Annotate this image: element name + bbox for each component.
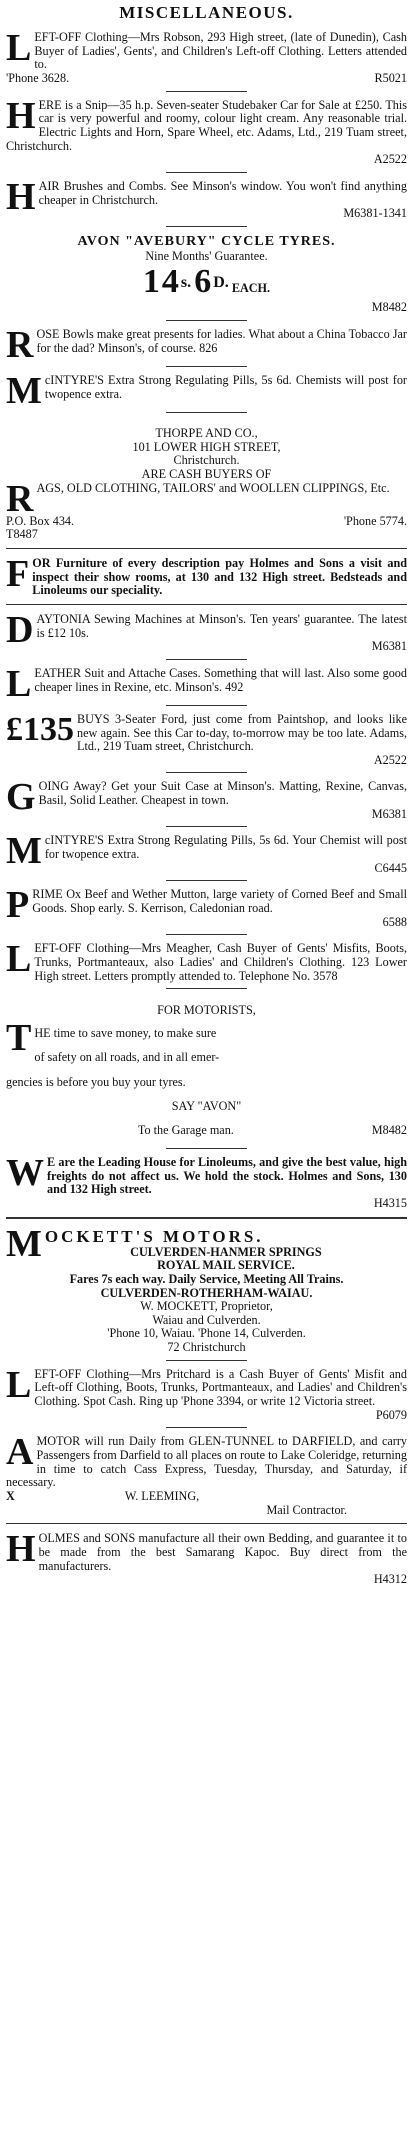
ad-signer: W. LEEMING, <box>124 1489 200 1504</box>
dropcap: M <box>6 369 42 412</box>
divider <box>166 934 246 935</box>
ad-line: HE time to save money, to make sure <box>34 1025 217 1040</box>
divider <box>6 1523 407 1524</box>
ad-mcintyre-pills <box>6 369 407 410</box>
divider <box>166 226 246 227</box>
ad-text: EATHER Suit and Attache Cases. Something that will last. Also some good cheaper lines in Rexine, etc. Minson's. 492 <box>34 665 407 694</box>
ad-holmes-bedding <box>6 1527 407 1590</box>
dropcap: L <box>6 27 32 70</box>
ad-ford <box>6 708 407 771</box>
ad-ref: M6381-1341 <box>343 206 407 221</box>
ad-text: OR Furniture of every description pay Holmes and Sons a visit and inspect their show rooms, at 130 and 132 High street. Bedsteads and Linoleums our speciality. <box>32 555 407 598</box>
dropcap: A <box>6 1431 34 1474</box>
ad-ref: A2522 <box>373 752 407 767</box>
ad-rose-bowls <box>6 323 407 364</box>
ad-text: OSE Bowls make great presents for ladies. What about a China Tobacco Jar for the dad? Minson's, of course. 826 <box>36 326 407 355</box>
ad-text: AYTONIA Sewing Machines at Minson's. Ten years' guarantee. The latest is £12 10s. <box>36 611 407 640</box>
ad-service: ROYAL MAIL SERVICE. <box>157 1258 295 1273</box>
ad-ref: H4312 <box>373 1572 407 1587</box>
ad-going-away <box>6 775 407 824</box>
ad-say-avon: SAY "AVON" <box>171 1099 242 1114</box>
divider <box>6 1217 407 1219</box>
ad-route-2: CULVERDEN-ROTHERHAM-WAIAU. <box>100 1285 313 1300</box>
ad-price: 14s. 6D. EACH. <box>142 263 271 301</box>
ad-ref: H4315 <box>373 1195 407 1210</box>
ad-text: ERE is a Snip—35 h.p. Seven-seater Studebaker Car for Sale at £250. This car is very powerful and roomy, colour light cream. Any reasonable trial. Electric Lights and Horn, Spare Wheel, etc. Adams, Ltd., 219 Tuam street, Christchurch. <box>6 97 407 153</box>
ad-text: AGS, OLD CLOTHING, TAILORS' and WOOLLEN CLIPPINGS, Etc. <box>36 480 390 495</box>
ad-text: RIME Ox Beef and Wether Mutton, large variety of Corned Beef and Small Goods. Shop early. S. Kerrison, Caledonian road. <box>32 887 407 916</box>
ad-city: Christchurch. <box>173 453 240 468</box>
ad-pritchard <box>6 1363 407 1426</box>
ad-ref: M6381 <box>371 639 407 654</box>
ad-hair-brushes <box>6 175 407 224</box>
ad-ref: C6445 <box>374 860 407 875</box>
dropcap: M <box>6 1222 42 1265</box>
ad-title: OCKETT'S MOTORS. <box>44 1226 264 1246</box>
ad-price: £135 <box>6 710 74 748</box>
ad-ref: P6079 <box>375 1407 407 1422</box>
dropcap: F <box>6 552 30 595</box>
ad-holmes-linoleums <box>6 1151 407 1214</box>
divider <box>6 548 407 549</box>
divider <box>166 705 246 706</box>
dropcap: H <box>6 175 36 218</box>
ad-meagher <box>6 937 407 986</box>
ad-daytonia <box>6 608 407 657</box>
divider <box>166 1148 246 1149</box>
divider <box>6 604 407 605</box>
dropcap: R <box>6 477 34 520</box>
ad-line: gencies is before you buy your tyres. <box>6 1074 186 1089</box>
dropcap: D <box>6 608 34 651</box>
ad-ref: M8482 <box>371 300 407 315</box>
ad-garage: To the Garage man. M8482 <box>6 1118 407 1142</box>
ad-phones: 'Phone 10, Waiau. 'Phone 14, Culverden. <box>107 1326 306 1341</box>
divider <box>166 91 246 92</box>
ad-signer-title: Mail Contractor. <box>266 1502 347 1517</box>
ad-location: Waiau and Culverden. <box>152 1312 261 1327</box>
dropcap: P <box>6 884 30 927</box>
ad-ref: R5021 <box>374 71 407 85</box>
dropcap: L <box>6 662 32 705</box>
ad-subtitle: Nine Months' Guarantee. <box>145 248 268 263</box>
dropcap: R <box>6 323 34 366</box>
ad-prime-beef <box>6 883 407 932</box>
divider <box>166 880 246 881</box>
ad-text: E are the Leading House for Linoleums, and give the best value, high freights do not affect us. We hold the stock. Holmes and Sons, 130 and 132 High street. <box>47 1154 407 1197</box>
ad-phone: 'Phone 5774. <box>343 513 407 528</box>
ad-thorpe <box>6 415 407 545</box>
ad-ref: 826 <box>199 340 218 355</box>
ad-ref: M6381 <box>371 806 407 821</box>
ad-glen-tunnel-motor <box>6 1430 407 1520</box>
divider <box>166 988 246 989</box>
ad-text: BUYS 3-Seater Ford, just come from Paintshop, and looks like new again. See this Car to-day, to-morrow may be too late. Adams, Ltd., 219 Tuam street, Christchurch. <box>77 711 407 754</box>
ad-po-box: P.O. Box 434. <box>6 513 75 528</box>
dropcap: T <box>6 1016 32 1059</box>
ad-ref: T8487 <box>6 527 38 542</box>
divider <box>166 1360 246 1361</box>
dropcap: L <box>6 938 32 981</box>
ad-mark: X <box>6 1489 15 1504</box>
ad-ref: 72 Christchurch <box>167 1340 246 1355</box>
divider <box>166 659 246 660</box>
ad-text: MOTOR will run Daily from GLEN-TUNNEL to DARFIELD, and carry Passengers from Darfield to all places on route to Lake Coleridge, returning in time to catch Cass Express, Tuesday, Thursday, and Saturday, if necessary. <box>6 1434 407 1490</box>
ad-phone: 'Phone 3628. <box>6 71 70 85</box>
ad-mcintyre-pills-2 <box>6 829 407 878</box>
divider <box>166 826 246 827</box>
ad-ref: 6588 <box>382 914 407 929</box>
dropcap: H <box>6 1528 36 1571</box>
ad-title: THORPE AND CO., <box>155 425 258 440</box>
ad-robson <box>6 26 407 89</box>
ad-text: OLMES and SONS manufacture all their own Bedding, and guarantee it to be made from the best Samarang Kapoc. Buy direct from the manufacturers. <box>38 1531 407 1573</box>
divider <box>166 1427 246 1428</box>
ad-leather <box>6 662 407 703</box>
ad-proprietor: W. MOCKETT, Proprietor, <box>140 1299 273 1314</box>
dropcap: L <box>6 1363 32 1406</box>
ad-line: of safety on all roads, and in all emer- <box>34 1050 220 1065</box>
divider <box>166 412 246 413</box>
ad-address: 101 LOWER HIGH STREET, <box>132 439 281 454</box>
ad-subtitle: ARE CASH BUYERS OF <box>141 466 272 481</box>
ad-route: CULVERDEN-HANMER SPRINGS <box>130 1244 322 1259</box>
ad-ref: 492 <box>225 679 244 694</box>
ad-title: AVON "AVEBURY" CYCLE TYRES. <box>77 233 336 249</box>
dropcap: G <box>6 776 36 819</box>
ad-fares: Fares 7s each way. Daily Service, Meeting All Trains. <box>69 1271 344 1286</box>
dropcap: M <box>6 830 42 873</box>
ad-mockett-motors <box>6 1222 407 1358</box>
dropcap: H <box>6 94 36 137</box>
divider <box>166 320 246 321</box>
ad-title: FOR MOTORISTS, <box>157 1003 256 1018</box>
section-header: MISCELLANEOUS. <box>119 3 294 22</box>
ad-for-motorists <box>6 991 407 1146</box>
ad-text: cINTYRE'S Extra Strong Regulating Pills, 5s 6d. Chemists will post for twopence extra. <box>44 372 407 401</box>
ad-holmes-furniture <box>6 552 407 601</box>
divider <box>166 366 246 367</box>
ad-text: AIR Brushes and Combs. See Minson's window. You won't find anything cheaper in Christchurch. <box>38 178 407 207</box>
ad-avon-cycle-tyres <box>6 229 407 318</box>
ad-text: OING Away? Get your Suit Case at Minson's. Matting, Rexine, Canvas, Basil, Solid Leather. Cheapest in town. <box>38 779 407 808</box>
dropcap: W <box>6 1151 44 1194</box>
ad-text: EFT-OFF Clothing—Mrs Pritchard is a Cash Buyer of Gents' Misfit and Left-off Clothing, Boots, Trunks, Portmanteaux, and Ladies' and Children's Clothing. Spot Cash. Ring up 'Phone 3394, or write 12 Victoria street. <box>34 1366 407 1409</box>
divider <box>166 772 246 773</box>
ad-ref: M8482 <box>371 1123 407 1138</box>
ad-ref: A2522 <box>373 152 407 167</box>
ad-text: EFT-OFF Clothing—Mrs Robson, 293 High street, (late of Dunedin), Cash Buyer of Ladies', Gents', and Children's Left-off Clothing. Letters attended to. <box>34 30 407 72</box>
ad-studebaker <box>6 94 407 170</box>
divider <box>166 172 246 173</box>
ad-text: cINTYRE'S Extra Strong Regulating Pills, 5s 6d. Your Chemist will post for twopence extra. <box>44 833 407 862</box>
ad-text: EFT-OFF Clothing—Mrs Meagher, Cash Buyer of Gents' Misfits, Boots, Trunks, Portmanteaux, also Ladies' and Children's Clothing. 123 Lower High street. Letters promptly attended to. Telephone No. 3578 <box>34 941 407 983</box>
